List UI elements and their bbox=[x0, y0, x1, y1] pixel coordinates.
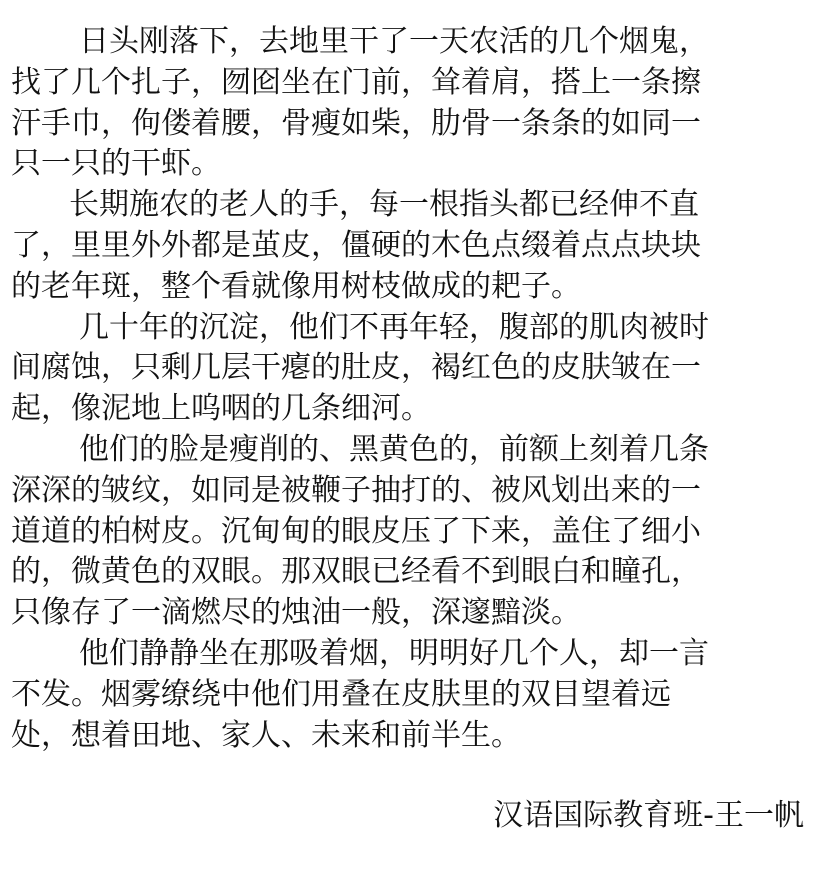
text-line: 的老年斑，整个看就像用树枝做成的耙子。 bbox=[11, 268, 581, 304]
text-line: 他们静静坐在那吸着烟，明明好几个人，却一言 bbox=[79, 635, 709, 671]
paragraph-5 bbox=[11, 634, 811, 756]
essay-body bbox=[11, 22, 811, 756]
text-line: 间腐蚀，只剩几层干瘪的肚皮，褐红色的皮肤皱在一 bbox=[11, 350, 701, 386]
text-line: 汗手巾，佝偻着腰，骨瘦如柴，肋骨一条条的如同一 bbox=[11, 105, 701, 141]
text-line: 长期施农的老人的手，每一根指头都已经伸不直 bbox=[69, 187, 699, 223]
text-line: 只一只的干虾。 bbox=[11, 146, 221, 182]
text-line: 了，里里外外都是茧皮，僵硬的木色点缀着点点块块 bbox=[11, 227, 701, 263]
text-line: 深深的皱纹，如同是被鞭子抽打的、被风划出来的一 bbox=[11, 472, 701, 508]
text-line: 几十年的沉淀，他们不再年轻，腹部的肌肉被时 bbox=[79, 309, 709, 345]
paragraph-1 bbox=[11, 22, 811, 185]
text-line: 不发。烟雾缭绕中他们用叠在皮肤里的双目望着远 bbox=[11, 676, 671, 712]
author-signature: 汉语国际教育班-王一帆 bbox=[493, 798, 804, 833]
paragraph-2 bbox=[11, 185, 811, 307]
text-line: 道道的柏树皮。沉甸甸的眼皮压了下来，盖住了细小 bbox=[11, 513, 701, 549]
text-line: 只像存了一滴燃尽的烛油一般，深邃黯淡。 bbox=[11, 595, 581, 631]
text-line: 的，微黄色的双眼。那双眼已经看不到眼白和瞳孔， bbox=[11, 554, 701, 590]
paragraph-3 bbox=[11, 308, 811, 430]
text-line: 处，想着田地、家人、未来和前半生。 bbox=[11, 717, 521, 753]
paragraph-4 bbox=[11, 430, 811, 634]
text-line: 日头刚落下，去地里干了一天农活的几个烟鬼， bbox=[79, 24, 709, 59]
text-line: 起，像泥地上呜咽的几条细河。 bbox=[11, 391, 431, 427]
text-line: 找了几个扎子，囫囵坐在门前，耸着肩，搭上一条擦 bbox=[11, 64, 701, 100]
text-line: 他们的脸是瘦削的、黑黄色的，前额上刻着几条 bbox=[79, 431, 709, 467]
